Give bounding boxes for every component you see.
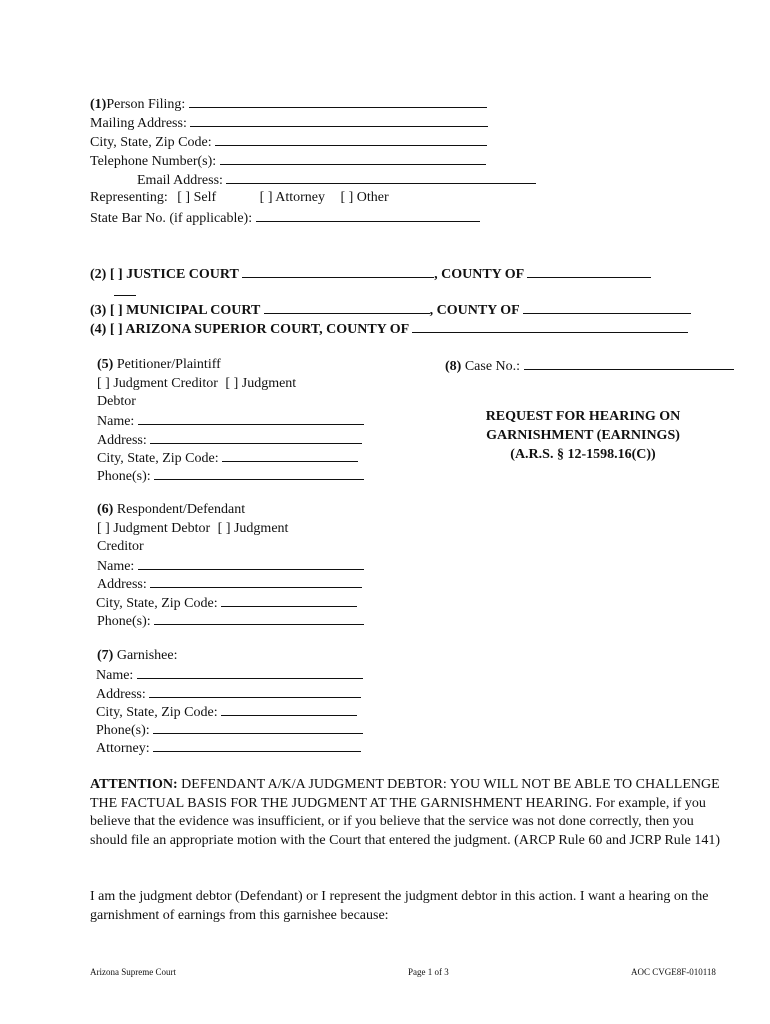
petitioner-option-cont: Debtor: [97, 394, 136, 409]
case-no-field[interactable]: [524, 356, 734, 370]
telephone-label: Telephone Number(s):: [90, 154, 217, 169]
case-no-row: [445, 356, 734, 376]
garnishee-address-field[interactable]: [149, 684, 361, 698]
document-title-line2: GARNISHMENT (EARNINGS): [486, 428, 680, 443]
city-state-zip-row: [90, 132, 487, 152]
petitioner-city-field[interactable]: [222, 448, 358, 462]
petitioner-address-field[interactable]: [150, 430, 362, 444]
petitioner-phone-field[interactable]: [154, 466, 364, 480]
garnishee-title: (7) Garnishee:: [97, 648, 178, 663]
self-checkbox[interactable]: [ ] Self: [177, 190, 217, 205]
justice-court-field[interactable]: [242, 264, 434, 278]
respondent-address-row: Address:: [97, 574, 362, 594]
section-number: (1): [90, 97, 107, 112]
justice-county-field[interactable]: [527, 264, 651, 278]
petitioner-phone-row: Phone(s):: [97, 466, 364, 486]
garnishee-name-field[interactable]: [137, 665, 363, 679]
municipal-county-field[interactable]: [523, 300, 691, 314]
petitioner-name-row: Name:: [97, 411, 364, 431]
footer-form-code: AOC CVGE8F-010118: [631, 967, 716, 977]
respondent-city-field[interactable]: [221, 593, 357, 607]
bar-no-field[interactable]: [256, 208, 480, 222]
judgment-creditor-checkbox[interactable]: [ ] Judgment Creditor: [97, 376, 218, 391]
justice-court-label[interactable]: (2) [ ] JUSTICE COURT: [90, 267, 239, 282]
respondent-phone-field[interactable]: [154, 611, 364, 625]
attorney-checkbox[interactable]: [ ] Attorney: [259, 190, 325, 205]
superior-county-field[interactable]: [412, 319, 688, 333]
superior-court-label[interactable]: (4) [ ] ARIZONA SUPERIOR COURT, COUNTY OF: [90, 322, 409, 337]
garnishee-city-row: City, State, Zip Code:: [96, 702, 357, 722]
judgment-debtor-checkbox[interactable]: [ ] Judgment: [225, 376, 297, 391]
telephone-row: [90, 151, 486, 171]
footer-court: Arizona Supreme Court: [90, 967, 176, 977]
respondent-name-field[interactable]: [138, 556, 364, 570]
person-filing-label: Person Filing:: [106, 97, 186, 112]
mailing-address-field[interactable]: [190, 113, 488, 127]
mailing-address-label: Mailing Address:: [90, 116, 187, 131]
petitioner-city-row: City, State, Zip Code:: [97, 448, 358, 468]
telephone-field[interactable]: [220, 151, 486, 165]
section-number: (6): [97, 502, 114, 517]
person-filing-field[interactable]: [189, 94, 487, 108]
justice-court-row: [90, 264, 651, 284]
justice-county-field-cont[interactable]: [114, 282, 136, 302]
attention-text: DEFENDANT A/K/A JUDGMENT DEBTOR: YOU WILL NOT BE ABLE TO CHALLENGE THE FACTUAL BASIS FOR THE JUDGMENT AT THE GARNISHMENT HEARING. For example, if you believe that the evidence was insufficient, or if you believe that the service was not done correctly, then you should file an appropriate motion with the Court that entered the judgment. (ARCP Rule 60 and JCRP Rule 141): [90, 777, 721, 848]
garnishee-attorney-field[interactable]: [153, 738, 361, 752]
garnishee-address-row: Address:: [96, 684, 361, 704]
respondent-option-cont: Creditor: [97, 539, 144, 554]
document-title-line1: REQUEST FOR HEARING ON: [485, 409, 681, 424]
petitioner-title: (5) Petitioner/Plaintiff: [97, 357, 221, 372]
person-filing-row: [90, 94, 487, 114]
garnishee-phone-field[interactable]: [153, 720, 363, 734]
municipal-court-field[interactable]: [264, 300, 430, 314]
other-checkbox[interactable]: [ ] Other: [340, 190, 389, 205]
city-state-zip-label: City, State, Zip Code:: [90, 135, 212, 150]
judgment-creditor-checkbox[interactable]: [ ] Judgment: [217, 521, 289, 536]
municipal-court-row: [90, 300, 691, 320]
superior-court-row: [90, 319, 688, 339]
email-row: [137, 170, 536, 190]
debtor-statement: I am the judgment debtor (Defendant) or I represent the judgment debtor in this action. I want a hearing on the garnishment of earnings from this garnishee because:: [90, 889, 709, 923]
bar-no-label: State Bar No. (if applicable):: [90, 211, 253, 226]
section-number: (7): [97, 648, 114, 663]
bar-no-row: [90, 208, 480, 228]
respondent-name-row: Name:: [97, 556, 364, 576]
case-no-label: Case No.:: [464, 359, 521, 374]
email-label: Email Address:: [137, 173, 223, 188]
respondent-title: (6) Respondent/Defendant: [97, 502, 246, 517]
document-title-line3: (A.R.S. § 12-1598.16(C)): [510, 447, 656, 462]
respondent-city-row: City, State, Zip Code:: [96, 593, 357, 613]
garnishee-name-row: Name:: [96, 665, 363, 685]
attention-paragraph: [90, 776, 730, 850]
garnishee-attorney-row: Attorney:: [96, 738, 361, 758]
respondent-options: [97, 520, 288, 538]
judgment-debtor-checkbox[interactable]: [ ] Judgment Debtor: [97, 521, 211, 536]
section-number: (5): [97, 357, 114, 372]
petitioner-name-field[interactable]: [138, 411, 364, 425]
representing-row: [90, 189, 389, 207]
representing-label: Representing:: [90, 190, 168, 205]
garnishee-phone-row: Phone(s):: [96, 720, 363, 740]
city-state-zip-field[interactable]: [215, 132, 487, 146]
mailing-address-row: [90, 113, 488, 133]
section-number: (8): [445, 359, 462, 374]
attention-label: ATTENTION:: [90, 777, 178, 792]
petitioner-options: [97, 375, 296, 393]
email-field[interactable]: [226, 170, 536, 184]
county-of-label: , COUNTY OF: [429, 303, 520, 318]
respondent-address-field[interactable]: [150, 574, 362, 588]
footer-page-number: Page 1 of 3: [408, 967, 449, 977]
garnishee-city-field[interactable]: [221, 702, 357, 716]
municipal-court-label[interactable]: (3) [ ] MUNICIPAL COURT: [90, 303, 261, 318]
respondent-phone-row: Phone(s):: [97, 611, 364, 631]
petitioner-address-row: Address:: [97, 430, 362, 450]
county-of-label: , COUNTY OF: [434, 267, 524, 282]
